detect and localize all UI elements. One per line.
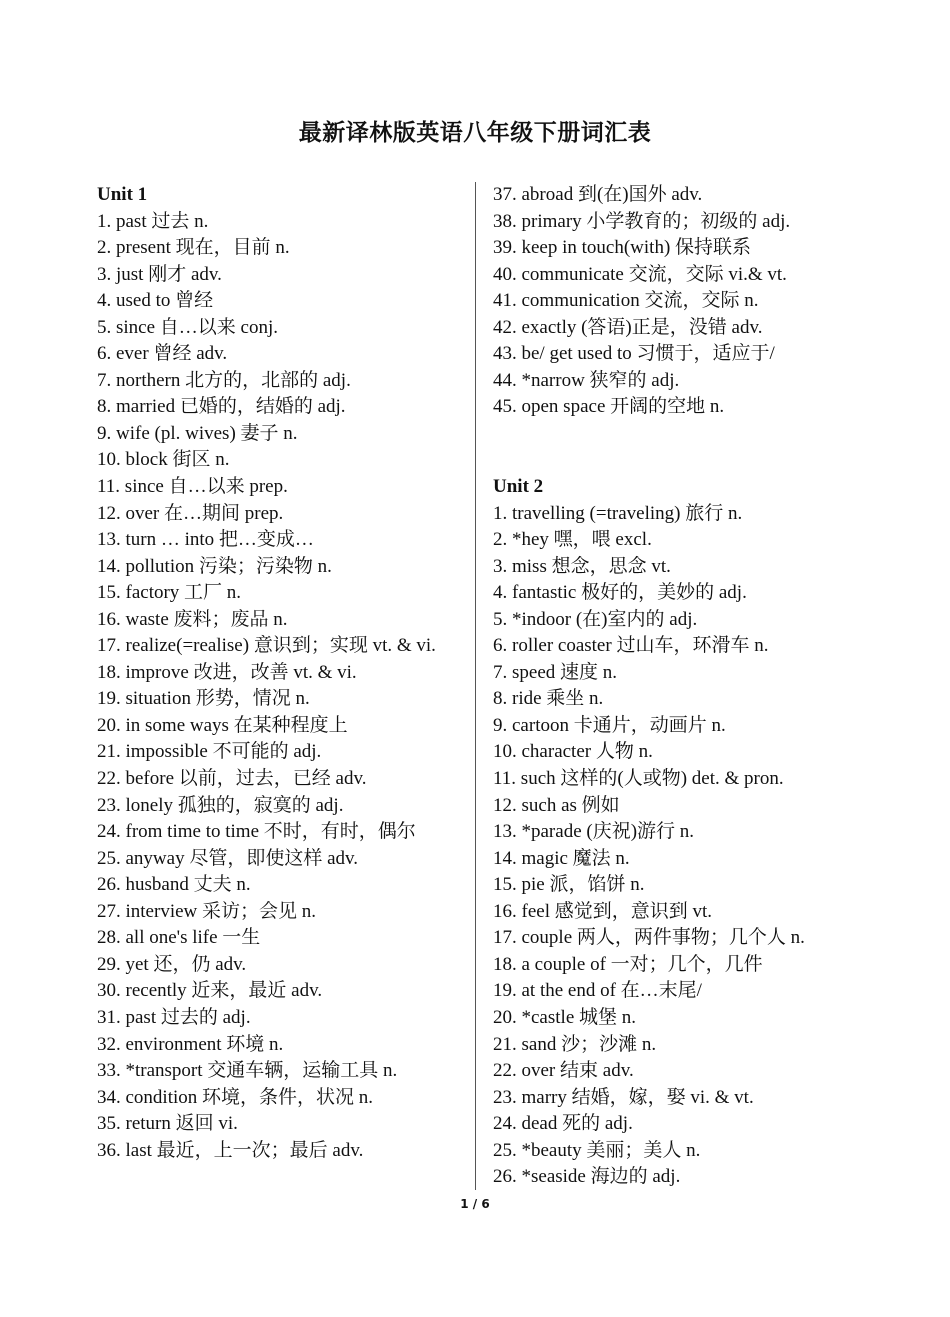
vocab-entry: 8. ride 乘坐 n. <box>493 688 604 710</box>
vocab-entry: 21. sand 沙；沙滩 n. <box>493 1033 657 1055</box>
vocab-entry: 11. since 自…以来 prep. <box>97 476 288 498</box>
unit-1-list <box>97 209 459 1165</box>
vocab-entry: 5. *indoor (在)室内的 adj. <box>493 608 698 630</box>
vocab-entry: 38. primary 小学教育的；初级的 adj. <box>493 210 791 232</box>
vocab-entry: 15. pie 派，馅饼 n. <box>493 874 645 896</box>
vocab-entry: 26. *seaside 海边的 adj. <box>493 1166 681 1188</box>
vocab-entry: 42. exactly (答语)正是，没错 adv. <box>493 316 763 338</box>
vocab-entry: 7. northern 北方的，北部的 adj. <box>97 369 351 391</box>
unit-1-heading: Unit 1 <box>97 184 148 205</box>
document-title: 最新译林版英语八年级下册词汇表 <box>298 120 652 146</box>
vocab-entry: 16. feel 感觉到，意识到 vt. <box>493 900 713 922</box>
vocab-entry: 5. since 自…以来 conj. <box>97 316 279 338</box>
vocab-entry: 6. roller coaster 过山车，环滑车 n. <box>493 635 769 657</box>
vocab-entry: 34. condition 环境，条件，状况 n. <box>97 1086 374 1108</box>
unit-1-continued-list <box>493 182 873 421</box>
vocab-entry: 6. ever 曾经 adv. <box>97 343 228 365</box>
vocab-entry: 4. fantastic 极好的，美妙的 adj. <box>493 582 747 604</box>
vocab-entry: 26. husband 丈夫 n. <box>97 874 251 896</box>
vocab-entry: 12. such as 例如 <box>493 794 620 816</box>
vocab-entry: 3. miss 想念，思念 vt. <box>493 555 671 577</box>
vocab-entry: 33. *transport 交通车辆，运输工具 n. <box>97 1060 398 1082</box>
section-spacer <box>493 421 873 448</box>
vocab-entry: 18. a couple of 一对；几个，几件 <box>493 953 763 975</box>
vocab-entry: 9. cartoon 卡通片，动画片 n. <box>493 714 726 736</box>
vocab-entry: 16. waste 废料；废品 n. <box>97 608 288 630</box>
vocab-entry: 21. impossible 不可能的 adj. <box>97 741 322 763</box>
vocab-entry: 36. last 最近，上一次；最后 adv. <box>97 1139 364 1161</box>
vocab-entry: 41. communication 交流，交际 n. <box>493 290 759 312</box>
vocab-entry: 9. wife (pl. wives) 妻子 n. <box>97 422 298 444</box>
vocab-entry: 20. in some ways 在某种程度上 <box>97 714 348 736</box>
vocab-entry: 28. all one's life 一生 <box>97 927 261 949</box>
vocab-entry: 12. over 在…期间 prep. <box>97 502 284 524</box>
vocab-entry: 10. character 人物 n. <box>493 741 653 763</box>
vocab-entry: 19. at the end of 在…末尾/ <box>493 980 702 1002</box>
vocab-entry: 24. dead 死的 adj. <box>493 1113 633 1135</box>
vocab-entry: 4. used to 曾经 <box>97 290 214 312</box>
vocab-entry: 17. couple 两人，两件事物；几个人 n. <box>493 927 805 949</box>
vocab-entry: 19. situation 形势，情况 n. <box>97 688 310 710</box>
vocab-entry: 10. block 街区 n. <box>97 449 230 471</box>
vocab-entry: 45. open space 开阔的空地 n. <box>493 396 725 418</box>
vocab-entry: 37. abroad 到(在)国外 adv. <box>493 184 703 205</box>
vocab-entry: 13. turn … into 把…变成… <box>97 529 314 551</box>
vocab-entry: 14. pollution 污染；污染物 n. <box>97 555 332 577</box>
vocab-entry: 14. magic 魔法 n. <box>493 847 630 869</box>
right-column <box>493 182 873 1191</box>
vocab-entry: 8. married 已婚的，结婚的 adj. <box>97 396 346 418</box>
vocab-entry: 18. improve 改进，改善 vt. & vi. <box>97 661 357 683</box>
vocab-entry: 20. *castle 城堡 n. <box>493 1006 637 1028</box>
vocab-entry: 15. factory 工厂 n. <box>97 582 242 604</box>
vocab-entry: 25. anyway 尽管，即使这样 adv. <box>97 847 359 869</box>
vocab-entry: 3. just 刚才 adv. <box>97 263 222 285</box>
vocab-entry: 22. before 以前，过去，已经 adv. <box>97 768 367 790</box>
vocab-entry: 29. yet 还，仍 adv. <box>97 953 247 975</box>
vocab-entry: 25. *beauty 美丽；美人 n. <box>493 1139 701 1161</box>
vocab-entry: 43. be/ get used to 习惯于，适应于/ <box>493 343 775 365</box>
unit-2-heading: Unit 2 <box>493 476 544 498</box>
page-number: 1 / 6 <box>460 1197 490 1211</box>
unit-2-list <box>493 501 873 1191</box>
vocab-entry: 27. interview 采访；会见 n. <box>97 900 317 922</box>
vocab-entry: 31. past 过去的 adj. <box>97 1006 251 1028</box>
vocab-entry: 2. *hey 嘿，喂 excl. <box>493 529 652 551</box>
vocab-entry: 2. present 现在，目前 n. <box>97 237 290 259</box>
vocab-entry: 7. speed 速度 n. <box>493 661 618 683</box>
left-column <box>97 182 459 1164</box>
section-spacer <box>493 447 873 474</box>
vocab-entry: 17. realize(=realise) 意识到；实现 vt. & vi. <box>97 635 436 657</box>
vocab-entry: 1. past 过去 n. <box>97 210 209 232</box>
vocab-entry: 40. communicate 交流，交际 vi.& vt. <box>493 263 787 285</box>
vocab-entry: 35. return 返回 vi. <box>97 1113 238 1135</box>
vocab-entry: 32. environment 环境 n. <box>97 1033 284 1055</box>
vocab-entry: 30. recently 近来，最近 adv. <box>97 980 323 1002</box>
vocab-entry: 39. keep in touch(with) 保持联系 <box>493 237 752 259</box>
vocab-entry: 13. *parade (庆祝)游行 n. <box>493 821 695 843</box>
column-divider <box>475 182 476 1190</box>
vocab-entry: 24. from time to time 不时，有时，偶尔 <box>97 821 416 843</box>
vocab-entry: 23. lonely 孤独的，寂寞的 adj. <box>97 794 344 816</box>
vocab-entry: 1. travelling (=traveling) 旅行 n. <box>493 502 743 524</box>
vocab-entry: 11. such 这样的(人或物) det. & pron. <box>493 768 784 790</box>
vocab-entry: 23. marry 结婚，嫁，娶 vi. & vt. <box>493 1086 754 1108</box>
vocab-entry: 44. *narrow 狭窄的 adj. <box>493 369 680 391</box>
vocab-entry: 22. over 结束 adv. <box>493 1060 634 1082</box>
